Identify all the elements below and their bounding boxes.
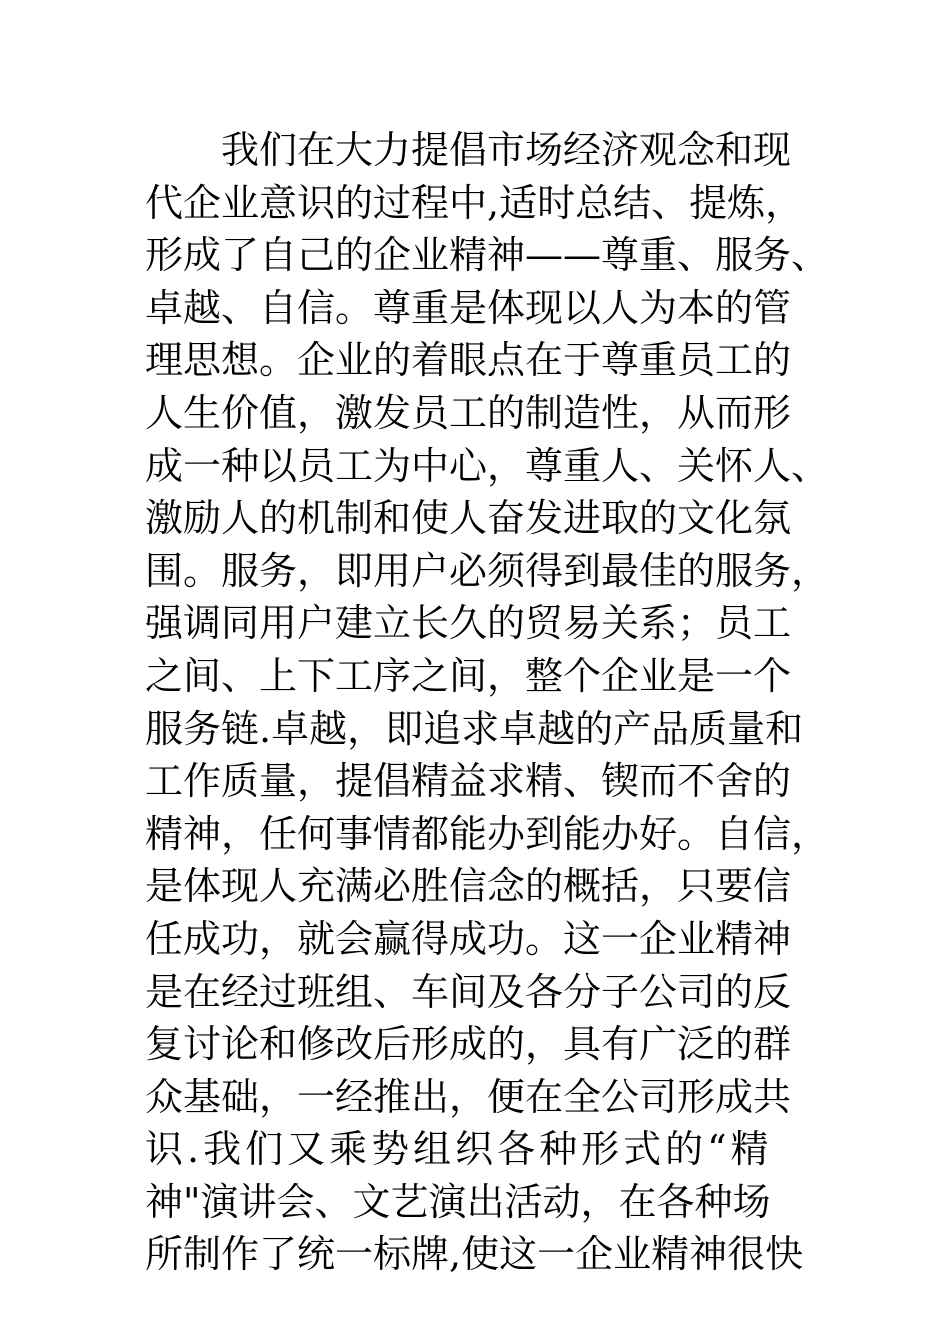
text-line: 精神，任何事情都能办到能办好。自信， <box>145 811 830 856</box>
text-line: 围。服务，即用户必须得到最佳的服务， <box>145 548 830 593</box>
text-line: 人生价值，激发员工的制造性，从而形 <box>145 390 792 435</box>
text-line: 成一种以员工为中心，尊重人、关怀人、 <box>145 443 830 488</box>
text-line: 所制作了统一标牌,使这一企业精神很快 <box>145 1232 804 1277</box>
body-paragraph <box>145 124 845 1281</box>
text-line: 任成功，就会赢得成功。这一企业精神 <box>145 916 792 961</box>
text-line: 众基础，一经推出，便在全公司形成共 <box>145 1074 792 1119</box>
text-line: 激励人的机制和使人奋发进取的文化氛 <box>145 496 792 541</box>
text-line: 服务链.卓越，即追求卓越的产品质量和 <box>145 706 804 751</box>
text-line: 之间、上下工序之间，整个企业是一个 <box>145 653 792 698</box>
text-line: 强调同用户建立长久的贸易关系；员工 <box>145 601 792 646</box>
text-line: 神"演讲会、文艺演出活动，在各种场 <box>145 1179 771 1224</box>
text-line: 识.我们又乘势组织各种形式的“精 <box>145 1127 773 1172</box>
text-line: 复讨论和修改后形成的，具有广泛的群 <box>145 1022 792 1067</box>
text-line: 是体现人充满必胜信念的概括，只要信 <box>145 864 792 909</box>
text-line: 形成了自己的企业精神——尊重、服务、 <box>145 233 830 278</box>
text-line: 工作质量，提倡精益求精、锲而不舍的 <box>145 759 792 804</box>
text-line: 我们在大力提倡市场经济观念和现 <box>221 128 792 172</box>
text-line: 理思想。企业的着眼点在于尊重员工的 <box>145 338 792 383</box>
text-line: 代企业意识的过程中,适时总结、提炼， <box>145 180 804 225</box>
text-line: 是在经过班组、车间及各分子公司的反 <box>145 969 792 1014</box>
text-line: 卓越、自信。尊重是体现以人为本的管 <box>145 285 792 330</box>
